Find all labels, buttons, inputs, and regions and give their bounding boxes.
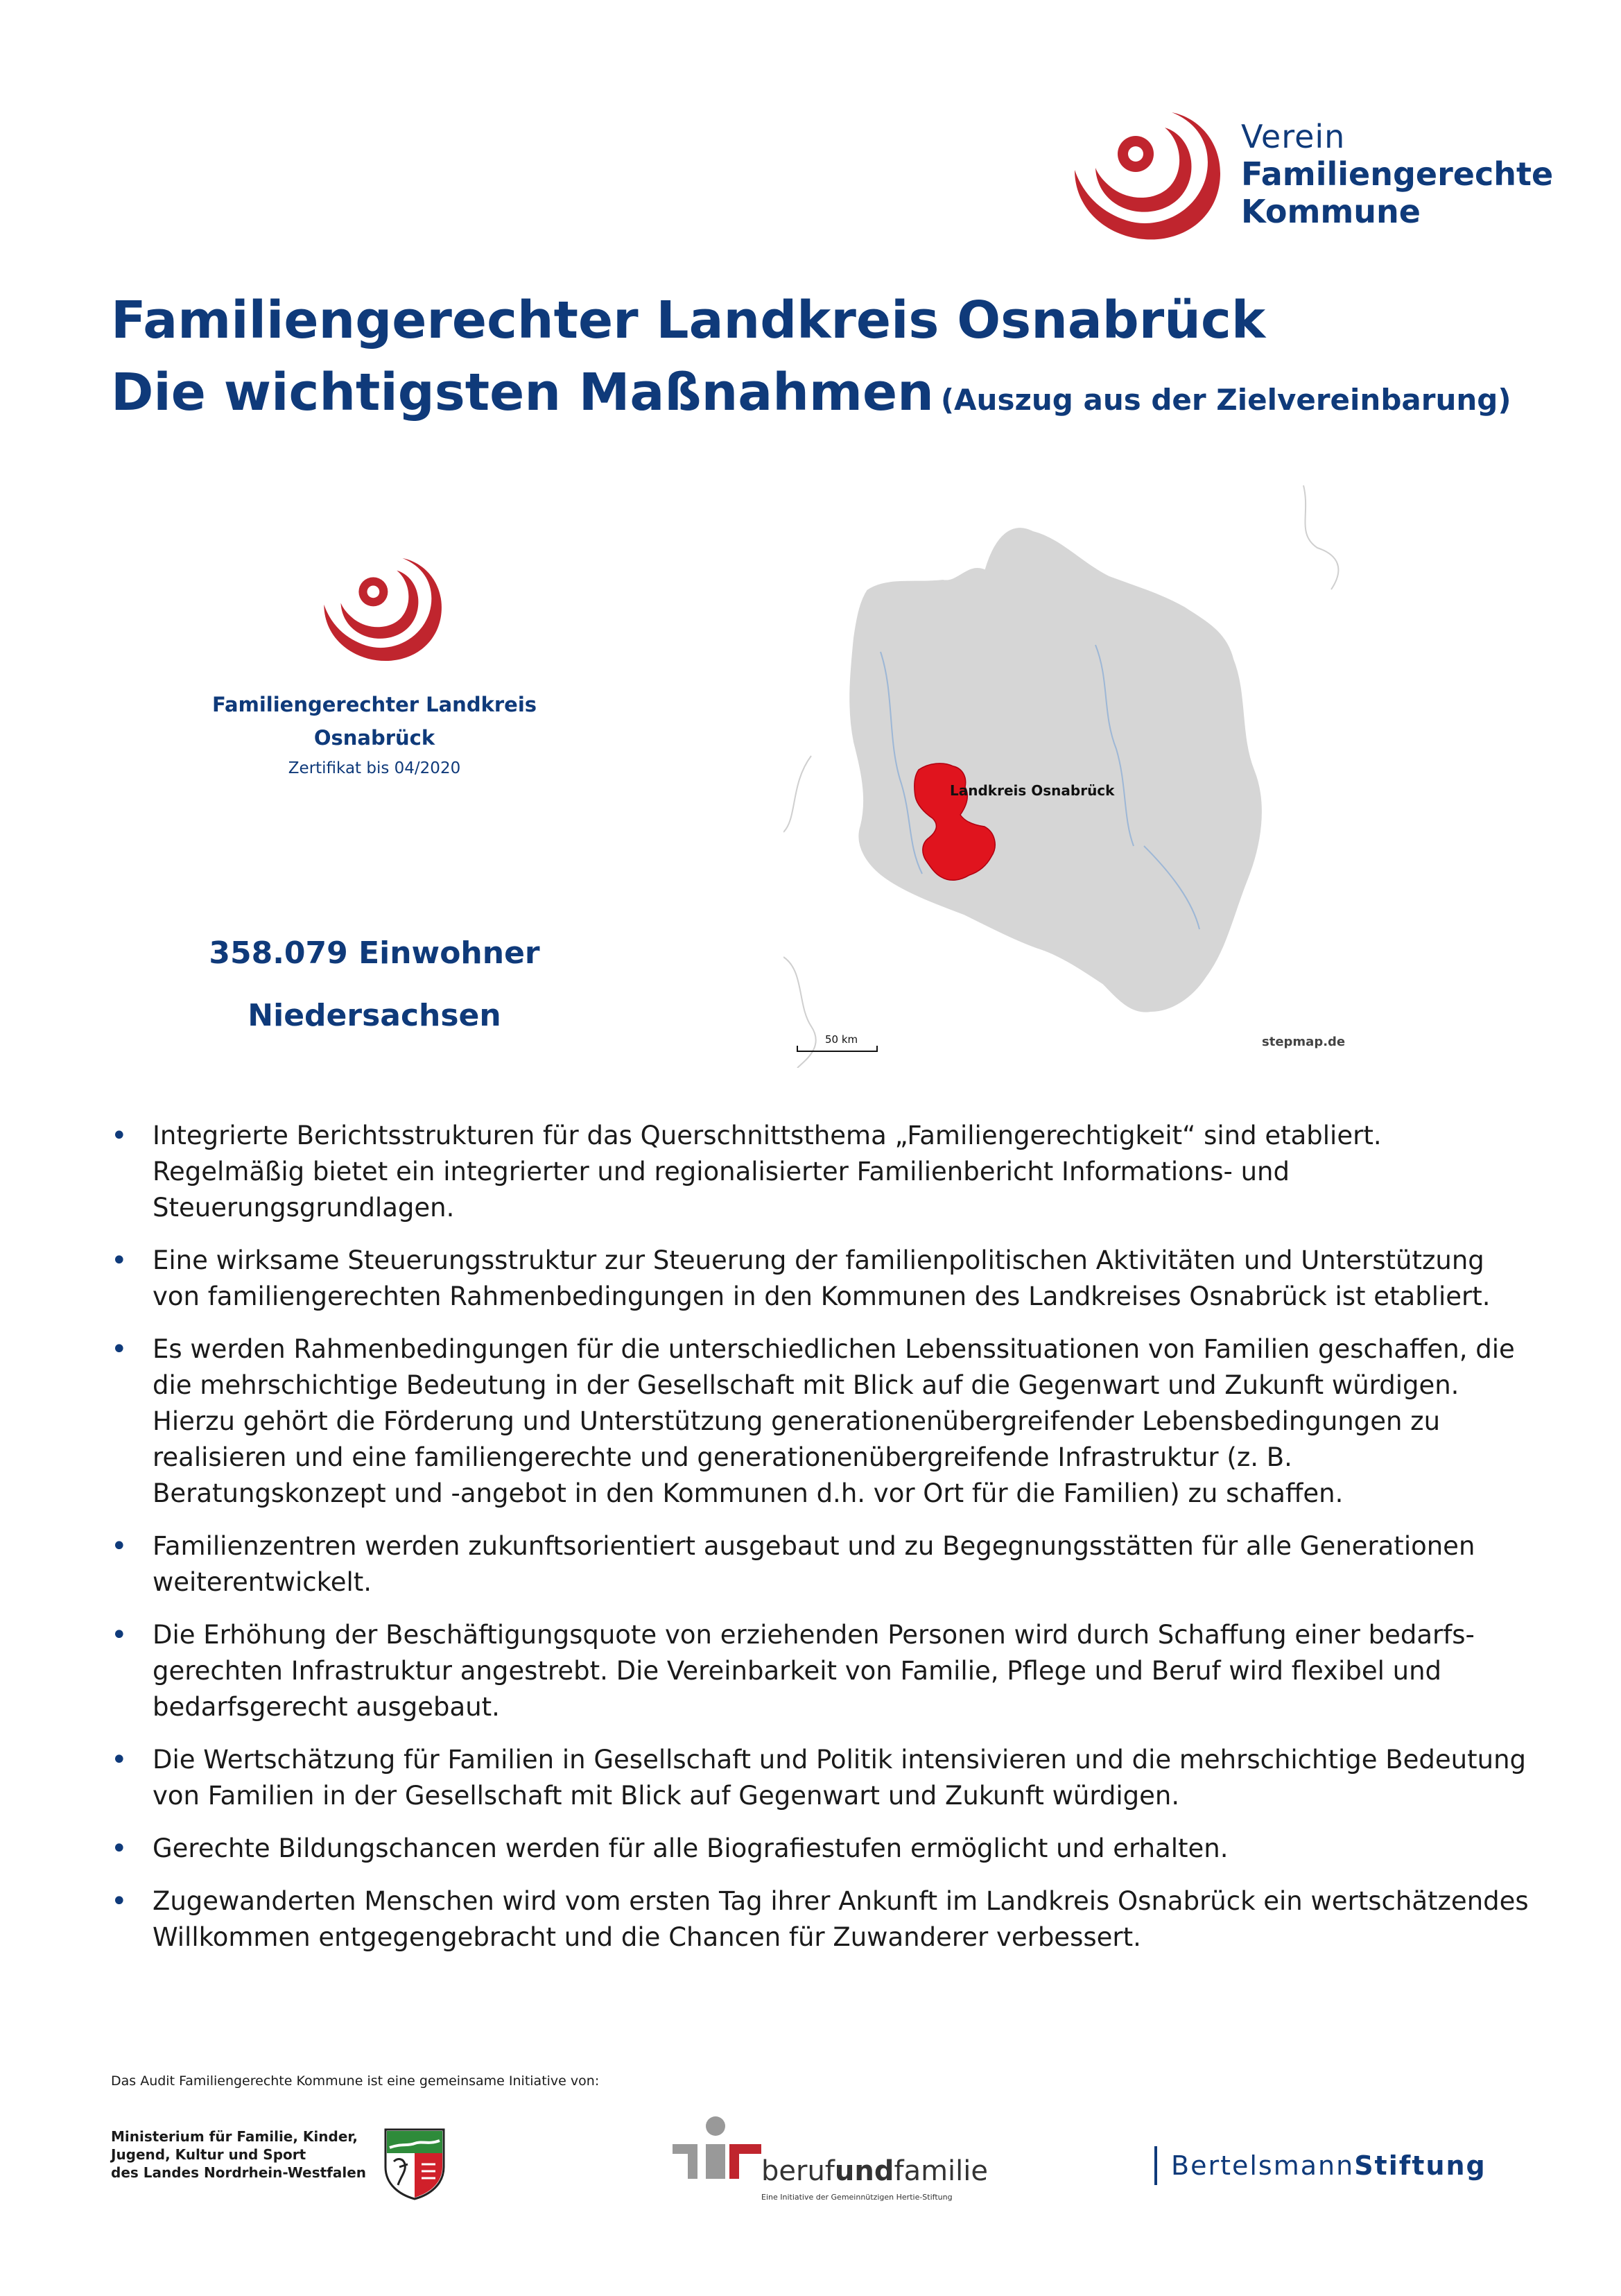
map-label: Landkreis Osnabrück — [950, 782, 1115, 799]
ministry-line: Jugend, Kultur und Sport — [111, 2146, 306, 2163]
bullet-icon: • — [111, 1744, 128, 1776]
title-line-2 — [111, 356, 1567, 436]
list-item — [111, 1831, 1532, 1867]
ministry-name — [111, 2127, 366, 2182]
buf-name-part: familie — [894, 2155, 988, 2187]
title-line-1: Familiengerechter Landkreis Osnabrück — [111, 291, 1266, 350]
bert-name-part-bold: Stiftung — [1354, 2150, 1486, 2181]
lower-saxony-land — [849, 527, 1263, 1013]
list-item-text: Zugewanderten Menschen wird vom ersten Tag ihrer Ankunft im Landkreis Osnabrück ein wertschätzendes Willkommen entgegengebracht und die Chancen für Zuwanderer verbessert. — [153, 1886, 1529, 1952]
family-swirl-logo-icon — [1047, 104, 1227, 250]
berufundfamilie-mark-icon — [673, 2115, 763, 2191]
list-item — [111, 1528, 1532, 1600]
list-item — [111, 1243, 1532, 1315]
bullet-icon: • — [111, 1120, 128, 1152]
badge-validity: Zertifikat bis 04/2020 — [288, 759, 461, 777]
list-item-text: Integrierte Berichtsstrukturen für das Querschnittsthema „Familiengerechtigkeit“ sind etabliert. Regelmäßig bietet ein integrierter und regionalisierter Familienbericht Informations- und Steuerungsgrundlagen. — [153, 1121, 1382, 1223]
list-item-text: Die Wertschätzung für Familien in Gesellschaft und Politik intensivieren und die mehrschichtige Bedeutung von Familien in der Gesellschaft mit Blick auf Gegenwart und Zukunft würdigen. — [153, 1745, 1527, 1811]
lower-saxony-map-graphic — [783, 472, 1380, 1068]
title-subtitle: (Auszug aus der Zielvereinbarung) — [940, 383, 1511, 417]
list-item — [111, 1742, 1532, 1814]
map-credit: stepmap.de — [1262, 1035, 1346, 1049]
list-item — [111, 1331, 1532, 1512]
list-item — [111, 1883, 1532, 1956]
map-scale: 50 km — [825, 1033, 858, 1046]
bert-name-part: Bertelsmann — [1171, 2150, 1355, 2181]
bullet-icon: • — [111, 1833, 128, 1865]
list-item — [111, 1617, 1532, 1725]
list-item-text: Es werden Rahmenbedingungen für die unterschiedlichen Lebenssituationen von Familien geschaffen, die die mehrschichtige Bedeutung in der Gesellschaft mit Blick auf die Gegenwart und Zukunft würdigen. Hierzu gehört die Förderung und Unterstützung generationenübergreifender Lebensbedingungen zu realisieren und eine familiengerechte und generationenübergreifende Infrastruktur (z. B. Beratungskonzept und -angebot in den Kommunen d.h. vor Ort für die Familien) zu schaffen. — [153, 1334, 1515, 1508]
bullet-icon: • — [111, 1619, 128, 1651]
buf-name-part-bold: und — [834, 2155, 894, 2187]
title-line-2-main: Die wichtigsten Maßnahmen — [111, 363, 934, 422]
bertelsmann-stiftung-logo — [1154, 2146, 1486, 2185]
facts — [208, 922, 541, 1047]
bullet-icon: • — [111, 1245, 128, 1277]
ministry-line: Ministerium für Familie, Kinder, — [111, 2128, 358, 2145]
list-item-text: Die Erhöhung der Beschäftigungsquote von erziehenden Personen wird durch Schaffung einer bedarfs- gerechten Infrastruktur angestrebt. Die Vereinbarkeit von Familie, Pflege und Beruf wird flexibel und bedarfsgerecht ausgebaut. — [153, 1620, 1475, 1722]
page-title — [111, 284, 1567, 436]
badge-subtitle: Osnabrück — [313, 726, 435, 750]
region-map — [783, 472, 1380, 1068]
bullet-icon: • — [111, 1333, 128, 1365]
header-logo — [1047, 104, 1554, 250]
family-swirl-badge-icon — [302, 548, 447, 673]
measures-list — [111, 1118, 1532, 1972]
list-item-text: Familienzentren werden zukunftsorientiert ausgebaut und zu Begegnungsstätten für alle Generationen weiterentwickelt. — [153, 1531, 1475, 1597]
certificate-badge — [208, 548, 541, 782]
list-item-text: Eine wirksame Steuerungsstruktur zur Steuerung der familienpolitischen Aktivitäten und Unterstützung von familiengerechten Rahmenbedingungen in den Kommunen des Landkreises Osnabrück ist etabliert. — [153, 1245, 1491, 1311]
list-item-text: Gerechte Bildungschancen werden für alle Biografiestufen ermöglicht und erhalten. — [153, 1833, 1229, 1863]
population: 358.079 Einwohner — [209, 935, 540, 971]
logo-text-kommune: Kommune — [1241, 193, 1421, 230]
berufundfamilie-tagline: Eine Initiative der Gemeinnützigen Hertie-Stiftung — [761, 2193, 953, 2202]
ministry-line: des Landes Nordrhein-Westfalen — [111, 2164, 367, 2181]
bullet-icon: • — [111, 1885, 128, 1917]
bullet-icon: • — [111, 1530, 128, 1562]
berufundfamilie-name — [761, 2155, 988, 2187]
state-name: Niedersachsen — [248, 998, 501, 1033]
badge-title: Familiengerechter Landkreis — [211, 693, 537, 716]
nrw-coat-of-arms-icon — [380, 2125, 449, 2204]
buf-name-part: beruf — [761, 2155, 835, 2187]
logo-text-verein: Verein — [1241, 118, 1346, 155]
footer-note: Das Audit Familiengerechte Kommune ist eine gemeinsame Initiative von: — [111, 2073, 600, 2089]
logo-text-familiengerechte: Familiengerechte — [1241, 155, 1554, 193]
list-item — [111, 1118, 1532, 1226]
berufundfamilie-logo — [673, 2115, 1019, 2212]
